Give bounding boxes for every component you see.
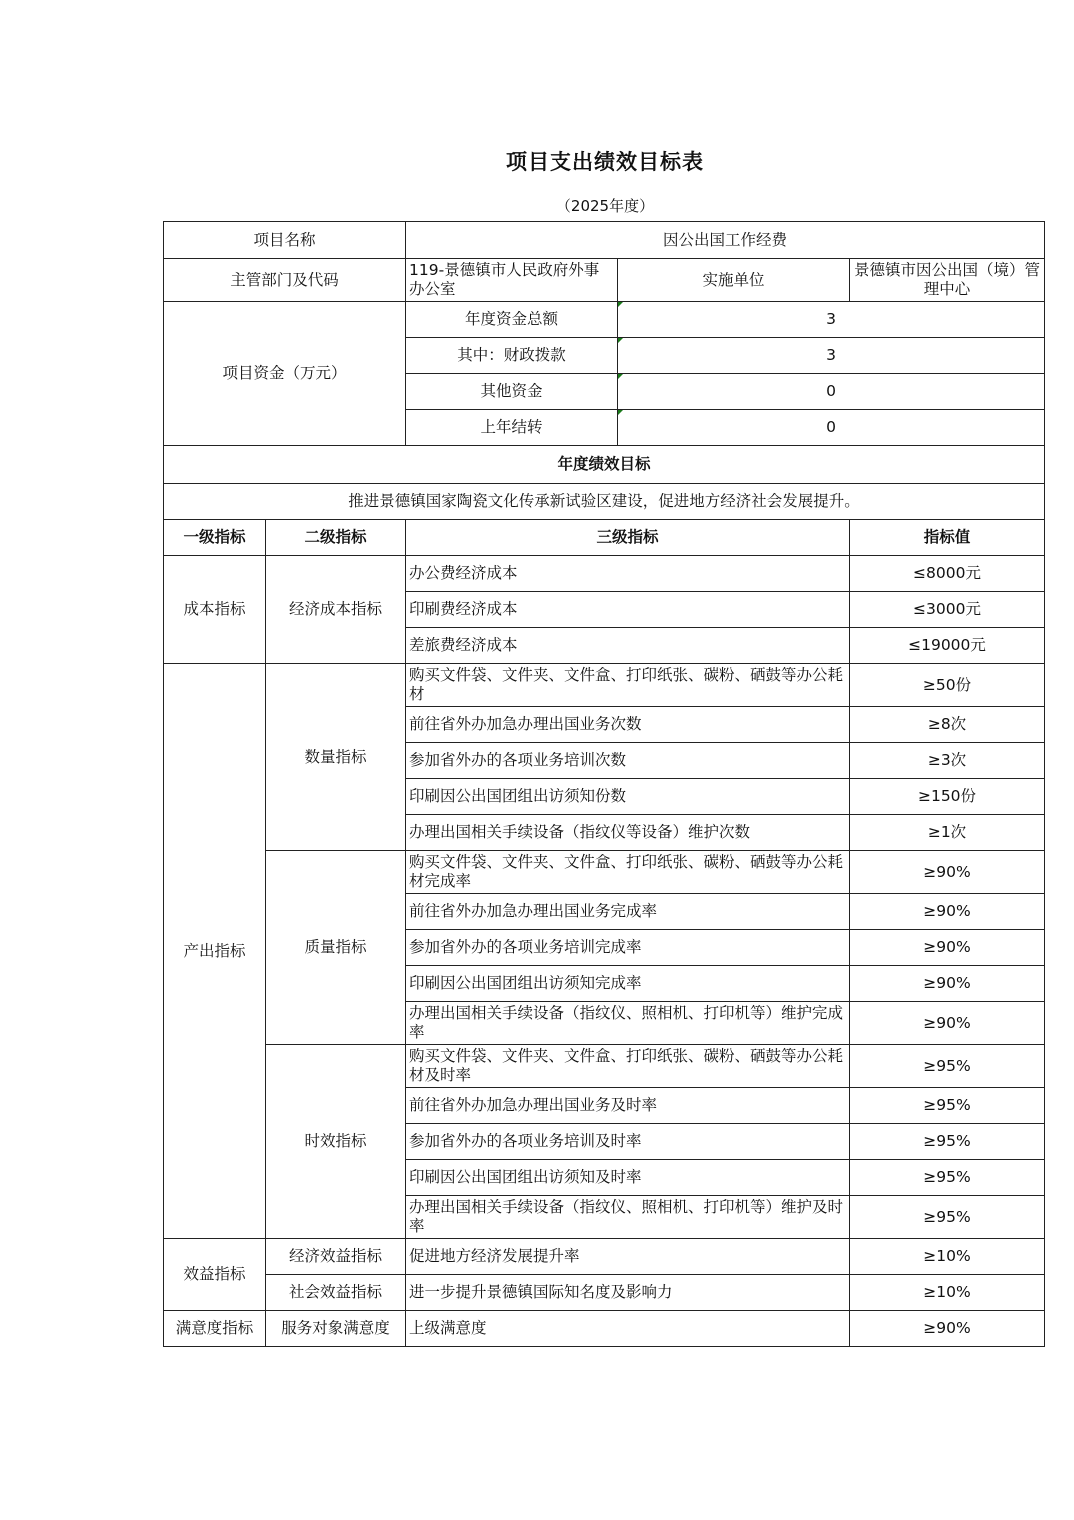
funds-row-label: 其他资金 <box>406 374 618 410</box>
indicator-value: ≥8次 <box>850 707 1045 743</box>
col-header-value: 指标值 <box>850 520 1045 556</box>
indicator-row <box>164 664 1045 707</box>
project-name-label: 项目名称 <box>164 222 406 259</box>
level3-indicator: 办理出国相关手续设备（指纹仪、照相机、打印机等）维护及时率 <box>406 1196 850 1239</box>
dept-label: 主管部门及代码 <box>164 259 406 302</box>
performance-table <box>163 221 1045 1347</box>
col-header-level1: 一级指标 <box>164 520 266 556</box>
level3-indicator: 上级满意度 <box>406 1311 850 1347</box>
level3-indicator: 办公费经济成本 <box>406 556 850 592</box>
indicator-row <box>164 1239 1045 1275</box>
indicator-value: ≥90% <box>850 966 1045 1002</box>
indicator-row <box>164 851 1045 894</box>
indicator-value: ≥90% <box>850 894 1045 930</box>
level3-indicator: 参加省外办的各项业务培训及时率 <box>406 1124 850 1160</box>
indicator-value: ≥3次 <box>850 743 1045 779</box>
indicator-value: ≥95% <box>850 1196 1045 1239</box>
document-title: 项目支出绩效目标表 <box>506 149 704 174</box>
level3-indicator: 前往省外办加急办理出国业务完成率 <box>406 894 850 930</box>
level2-indicator: 数量指标 <box>266 664 406 851</box>
indicator-value: ≥95% <box>850 1124 1045 1160</box>
col-header-level2: 二级指标 <box>266 520 406 556</box>
indicator-row <box>164 1275 1045 1311</box>
funds-row-label: 上年结转 <box>406 410 618 446</box>
funds-row-value: 0 <box>618 374 1045 410</box>
level1-indicator: 产出指标 <box>164 664 266 1239</box>
level3-indicator: 购买文件袋、文件夹、文件盒、打印纸张、碳粉、硒鼓等办公耗材完成率 <box>406 851 850 894</box>
level3-indicator: 印刷因公出国团组出访须知及时率 <box>406 1160 850 1196</box>
level3-indicator: 参加省外办的各项业务培训完成率 <box>406 930 850 966</box>
indicator-value: ≥95% <box>850 1088 1045 1124</box>
level2-indicator: 社会效益指标 <box>266 1275 406 1311</box>
indicator-value: ≥90% <box>850 930 1045 966</box>
col-header-level3: 三级指标 <box>406 520 850 556</box>
level2-indicator: 服务对象满意度 <box>266 1311 406 1347</box>
indicator-value: ≥95% <box>850 1160 1045 1196</box>
level3-indicator: 印刷因公出国团组出访须知份数 <box>406 779 850 815</box>
funds-row-label: 其中：财政拨款 <box>406 338 618 374</box>
indicator-row <box>164 556 1045 592</box>
project-name-value: 因公出国工作经费 <box>406 222 1045 259</box>
funds-row-value: 0 <box>618 410 1045 446</box>
indicator-value: ≥10% <box>850 1275 1045 1311</box>
indicator-value: ≥90% <box>850 851 1045 894</box>
funds-row-value: 3 <box>618 302 1045 338</box>
dept-value: 119-景德镇市人民政府外事办公室 <box>406 259 618 302</box>
indicator-value: ≥150份 <box>850 779 1045 815</box>
indicator-value: ≤3000元 <box>850 592 1045 628</box>
level3-indicator: 印刷费经济成本 <box>406 592 850 628</box>
level3-indicator: 促进地方经济发展提升率 <box>406 1239 850 1275</box>
level3-indicator: 参加省外办的各项业务培训次数 <box>406 743 850 779</box>
level2-indicator: 时效指标 <box>266 1045 406 1239</box>
level3-indicator: 前往省外办加急办理出国业务及时率 <box>406 1088 850 1124</box>
indicator-value: ≥50份 <box>850 664 1045 707</box>
level2-indicator: 经济效益指标 <box>266 1239 406 1275</box>
indicator-value: ≥90% <box>850 1311 1045 1347</box>
indicator-row <box>164 1311 1045 1347</box>
level2-indicator: 质量指标 <box>266 851 406 1045</box>
unit-value: 景德镇市因公出国（境）管理中心 <box>850 259 1045 302</box>
level3-indicator: 印刷因公出国团组出访须知完成率 <box>406 966 850 1002</box>
level1-indicator: 效益指标 <box>164 1239 266 1311</box>
indicator-value: ≤19000元 <box>850 628 1045 664</box>
funds-row-value: 3 <box>618 338 1045 374</box>
level3-indicator: 办理出国相关手续设备（指纹仪、照相机、打印机等）维护完成率 <box>406 1002 850 1045</box>
unit-label: 实施单位 <box>618 259 850 302</box>
level3-indicator: 前往省外办加急办理出国业务次数 <box>406 707 850 743</box>
level3-indicator: 进一步提升景德镇国际知名度及影响力 <box>406 1275 850 1311</box>
level3-indicator: 购买文件袋、文件夹、文件盒、打印纸张、碳粉、硒鼓等办公耗材 <box>406 664 850 707</box>
funds-row-label: 年度资金总额 <box>406 302 618 338</box>
level3-indicator: 购买文件袋、文件夹、文件盒、打印纸张、碳粉、硒鼓等办公耗材及时率 <box>406 1045 850 1088</box>
indicator-row <box>164 1045 1045 1088</box>
indicator-value: ≥1次 <box>850 815 1045 851</box>
indicator-value: ≥90% <box>850 1002 1045 1045</box>
indicator-value: ≥95% <box>850 1045 1045 1088</box>
level3-indicator: 差旅费经济成本 <box>406 628 850 664</box>
goal-heading: 年度绩效目标 <box>164 446 1045 484</box>
document-year: （2025年度） <box>555 197 655 215</box>
level3-indicator: 办理出国相关手续设备（指纹仪等设备）维护次数 <box>406 815 850 851</box>
level1-indicator: 满意度指标 <box>164 1311 266 1347</box>
indicator-value: ≤8000元 <box>850 556 1045 592</box>
indicator-value: ≥10% <box>850 1239 1045 1275</box>
funds-label: 项目资金（万元） <box>164 302 406 446</box>
level1-indicator: 成本指标 <box>164 556 266 664</box>
level2-indicator: 经济成本指标 <box>266 556 406 664</box>
goal-text: 推进景德镇国家陶瓷文化传承新试验区建设，促进地方经济社会发展提升。 <box>164 484 1045 520</box>
